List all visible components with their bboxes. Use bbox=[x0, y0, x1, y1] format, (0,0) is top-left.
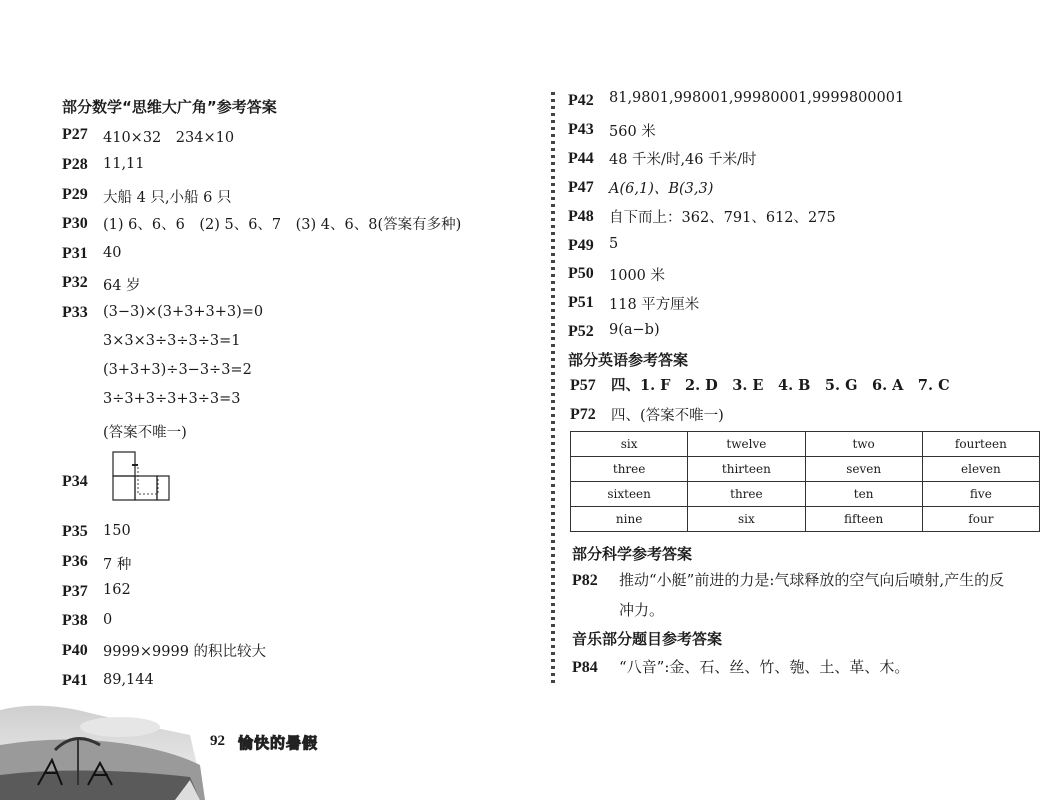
entry-answer: 150 bbox=[103, 523, 131, 539]
entry-answer: A(6,1)、B(3,3) bbox=[609, 181, 714, 197]
entry-answer: 大船 4 只,小船 6 只 bbox=[103, 190, 232, 206]
entry-answer: 560 米 bbox=[609, 124, 656, 140]
entry-label: P52 bbox=[568, 323, 594, 340]
page-number: 92 bbox=[210, 733, 225, 749]
english-heading: 部分英语参考答案 bbox=[568, 351, 689, 369]
entry-label: P40 bbox=[62, 642, 88, 659]
entry-answer-cont: 冲力。 bbox=[619, 601, 665, 619]
table-row bbox=[571, 507, 1040, 532]
entry-answer: 9(a−b) bbox=[609, 322, 660, 338]
table-cell: eleven bbox=[922, 457, 1039, 482]
math-heading: 部分数学“思维大广角”参考答案 bbox=[62, 98, 277, 116]
entry-label: P34 bbox=[62, 473, 88, 490]
entry-label: P38 bbox=[62, 612, 88, 629]
entry-answer: 11,11 bbox=[103, 156, 145, 172]
entry-label: P50 bbox=[568, 265, 594, 282]
table-row bbox=[571, 482, 1040, 507]
science-heading: 部分科学参考答案 bbox=[572, 545, 693, 563]
table-cell: nine bbox=[571, 507, 688, 532]
entry-label: P31 bbox=[62, 245, 88, 262]
book-title: 愉快的暑假 bbox=[238, 734, 319, 752]
entry-answer: 118 平方厘米 bbox=[609, 297, 700, 313]
table-cell: two bbox=[805, 432, 922, 457]
entry-label: P41 bbox=[62, 672, 88, 689]
entry-answer: 89,144 bbox=[103, 672, 154, 688]
entry-label: P29 bbox=[62, 186, 88, 203]
entry-label: P42 bbox=[568, 92, 594, 109]
entry-label: P49 bbox=[568, 237, 594, 254]
table-cell: six bbox=[571, 432, 688, 457]
entry-label: P36 bbox=[62, 553, 88, 570]
entry-label: P82 bbox=[572, 572, 598, 589]
entry-label: P57 bbox=[570, 377, 596, 394]
entry-answer: “八音”:金、石、丝、竹、匏、土、革、木。 bbox=[619, 658, 910, 676]
table-cell: four bbox=[922, 507, 1039, 532]
entry-label: P44 bbox=[568, 150, 594, 167]
entry-answer: 162 bbox=[103, 582, 131, 598]
table-cell: thirteen bbox=[688, 457, 805, 482]
entry-label: P33 bbox=[62, 304, 88, 321]
entry-answer: 自下而上：362、791、612、275 bbox=[609, 210, 836, 226]
entry-answer: 四、1. F 2. D 3. E 4. B 5. G 6. A 7. C bbox=[611, 377, 950, 394]
entry-answer: 410×32 234×10 bbox=[103, 130, 235, 146]
table-cell: fourteen bbox=[922, 432, 1039, 457]
entry-label: P30 bbox=[62, 215, 88, 232]
entry-answer: 81,9801,998001,99980001,9999800001 bbox=[609, 90, 905, 106]
entry-answer: 推动“小艇”前进的力是:气球释放的空气向后喷射,产生的反 bbox=[619, 571, 1005, 589]
entry-label: P28 bbox=[62, 156, 88, 173]
entry-label: P27 bbox=[62, 126, 88, 143]
entry-answer: 7 种 bbox=[103, 557, 132, 573]
entry-answer: 48 千米/时,46 千米/时 bbox=[609, 152, 757, 168]
table-row bbox=[571, 432, 1040, 457]
p34-net-diagram bbox=[108, 449, 172, 503]
table-cell: twelve bbox=[688, 432, 805, 457]
entry-answer: 64 岁 bbox=[103, 278, 141, 294]
p33-line: (答案不唯一) bbox=[103, 425, 187, 441]
table-row bbox=[571, 457, 1040, 482]
table-cell: ten bbox=[805, 482, 922, 507]
beach-illustration bbox=[0, 705, 210, 800]
entry-answer: 5 bbox=[609, 236, 619, 252]
table-cell: fifteen bbox=[805, 507, 922, 532]
entry-answer: 四、(答案不唯一) bbox=[611, 408, 724, 424]
table-cell: seven bbox=[805, 457, 922, 482]
entry-label: P32 bbox=[62, 274, 88, 291]
entry-answer: (1) 6、6、6 (2) 5、6、7 (3) 4、6、8(答案有多种) bbox=[103, 217, 462, 233]
p33-line: 3×3×3÷3÷3÷3=1 bbox=[103, 333, 241, 349]
entry-label: P72 bbox=[570, 406, 596, 423]
entry-label: P84 bbox=[572, 659, 598, 676]
table-cell: three bbox=[688, 482, 805, 507]
entry-label: P51 bbox=[568, 294, 594, 311]
entry-label: P43 bbox=[568, 121, 594, 138]
column-divider bbox=[551, 92, 555, 687]
entry-answer: 9999×9999 的积比较大 bbox=[103, 644, 267, 660]
table-cell: five bbox=[922, 482, 1039, 507]
entry-answer: 1000 米 bbox=[609, 268, 666, 284]
entry-answer: (3−3)×(3+3+3+3)=0 bbox=[103, 304, 264, 320]
entry-answer: 40 bbox=[103, 245, 122, 261]
table-cell: six bbox=[688, 507, 805, 532]
english-answer-table bbox=[570, 431, 1040, 532]
p33-line: (3+3+3)÷3−3÷3=2 bbox=[103, 362, 252, 378]
entry-label: P35 bbox=[62, 523, 88, 540]
music-heading: 音乐部分题目参考答案 bbox=[572, 630, 723, 648]
entry-label: P37 bbox=[62, 583, 88, 600]
entry-label: P47 bbox=[568, 179, 594, 196]
table-cell: three bbox=[571, 457, 688, 482]
entry-answer: 0 bbox=[103, 612, 113, 628]
table-cell: sixteen bbox=[571, 482, 688, 507]
p33-line: 3÷3+3÷3+3÷3=3 bbox=[103, 391, 241, 407]
entry-label: P48 bbox=[568, 208, 594, 225]
